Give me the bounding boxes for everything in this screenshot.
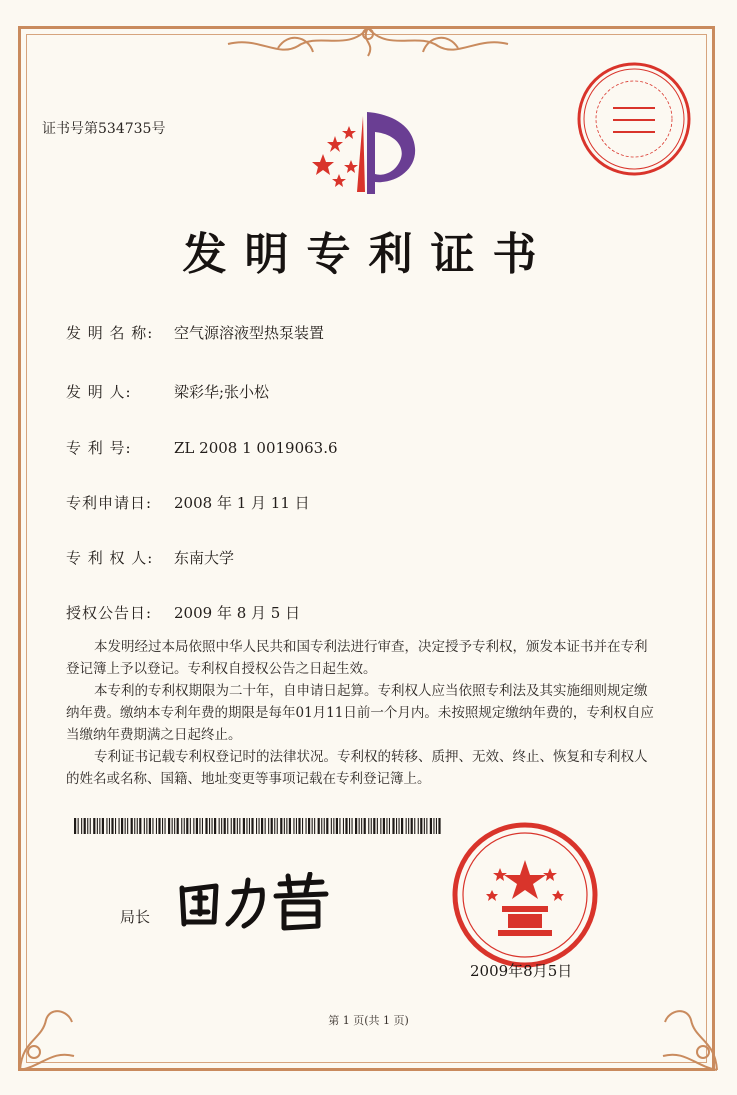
barcode-bar [162,818,163,834]
barcode-bar [355,818,357,834]
field-value: 梁彩华;张小松 [174,383,270,401]
barcode-bar [193,818,194,834]
barcode-bar [331,818,332,834]
barcode-bar [246,818,247,834]
field-label: 发 明 名 称: [66,324,154,342]
barcode-bar [380,818,381,834]
barcode-bar [212,818,213,834]
barcode-bar [343,818,344,834]
field-patentee [66,547,234,568]
barcode-bar [224,818,226,834]
barcode-bar [265,818,266,834]
barcode-bar [184,818,185,834]
barcode-bar [137,818,138,834]
field-label: 专利申请日: [66,494,153,512]
field-grant-date [66,602,300,623]
barcode-bar [318,818,320,834]
barcode-bar [359,818,360,834]
barcode-bar [414,818,415,834]
barcode-bar [158,818,160,834]
barcode-bar [149,818,151,834]
barcode-bar [172,818,173,834]
barcode-bar [349,818,350,834]
barcode-bar [401,818,403,834]
field-patent-number [66,437,338,458]
field-value: 2008 年 1 月 11 日 [174,494,310,512]
barcode-bar [90,818,91,834]
barcode-bar [314,818,315,834]
barcode-bar [115,818,116,834]
barcode-bar [286,818,287,834]
barcode-bar [219,818,220,834]
field-application-date [66,492,310,513]
barcode-bar [111,818,113,834]
tax-stamp-seal [575,60,693,178]
certificate-title: 发明专利证书 [182,229,555,280]
barcode-bar [256,818,257,834]
field-label: 专 利 权 人: [66,549,154,567]
barcode-bar [296,818,297,834]
barcode-bar [336,818,338,834]
official-seal [450,820,600,970]
barcode-bar [186,818,188,834]
barcode-bar [284,818,285,834]
barcode-bar [93,818,95,834]
barcode-bar [321,818,322,834]
barcode-bar [109,818,110,834]
barcode-bar [177,818,179,834]
barcode-bar [420,818,422,834]
barcode-bar [333,818,334,834]
barcode-bar [251,818,253,834]
barcode-bar [298,818,300,834]
barcode-bar [84,818,86,834]
barcode-bar [221,818,222,834]
barcode-bar [87,818,88,834]
barcode-bar [99,818,100,834]
barcode-bar [339,818,340,834]
barcode-bar [271,818,273,834]
barcode-bar [274,818,275,834]
barcode-bar [127,818,128,834]
barcode-bar [97,818,98,834]
barcode-bar [121,818,123,834]
barcode [74,818,444,834]
barcode-bar [102,818,104,834]
barcode-bar [386,818,387,834]
barcode-bar [396,818,397,834]
barcode-bar [368,818,369,834]
barcode-bar [249,818,250,834]
field-value: ZL 2008 1 0019063.6 [174,439,338,457]
barcode-bar [156,818,157,834]
certificate-number: 证书号第534735号 [42,121,166,137]
patent-office-emblem [305,102,425,198]
barcode-bar [389,818,390,834]
barcode-bar [165,818,166,834]
barcode-bar [371,818,372,834]
barcode-bar [426,818,427,834]
barcode-bar [190,818,191,834]
barcode-bar [209,818,210,834]
body-paragraph: 本发明经过本局依照中华人民共和国专利法进行审查，决定授予专利权，颁发本证书并在专利登记簿上予以登记。专利权自授权公告之日起生效。 [66,639,648,677]
barcode-bar [144,818,145,834]
barcode-bar [302,818,303,834]
barcode-bar [377,818,378,834]
barcode-bar [383,818,385,834]
barcode-bar [411,818,413,834]
barcode-bar [408,818,409,834]
barcode-bar [399,818,400,834]
barcode-bar [146,818,147,834]
barcode-bar [326,818,328,834]
field-value: 空气源溶液型热泵装置 [174,324,325,342]
barcode-bar [214,818,216,834]
barcode-bar [205,818,207,834]
barcode-bar [277,818,278,834]
barcode-bar [433,818,434,834]
field-invention-name [66,322,324,343]
field-inventor [66,381,269,402]
barcode-bar [202,818,203,834]
barcode-bar [131,818,133,834]
barcode-bar [289,818,291,834]
barcode-bar [373,818,375,834]
barcode-bar [406,818,407,834]
barcode-bar [199,818,200,834]
barcode-bar [324,818,325,834]
barcode-bar [196,818,198,834]
barcode-bar [364,818,366,834]
barcode-bar [119,818,120,834]
barcode-bar [418,818,419,834]
director-signature [172,872,332,934]
barcode-bar [134,818,135,834]
barcode-bar [438,818,440,834]
barcode-bar [174,818,175,834]
barcode-bar [81,818,82,834]
field-label: 授权公告日: [66,604,153,622]
barcode-bar [424,818,425,834]
barcode-bar [259,818,260,834]
barcode-bar [361,818,362,834]
barcode-bar [78,818,79,834]
barcode-bar [74,818,76,834]
barcode-bar [227,818,228,834]
barcode-bar [231,818,232,834]
barcode-bar [352,818,353,834]
barcode-bar [430,818,432,834]
field-value: 东南大学 [174,549,235,567]
field-label: 发 明 人: [66,383,132,401]
page-number: 第 1 页(共 1 页) [328,1014,409,1027]
barcode-bar [152,818,153,834]
barcode-bar [436,818,437,834]
barcode-bar [312,818,313,834]
barcode-bar [168,818,170,834]
barcode-bar [345,818,347,834]
barcode-bar [308,818,310,834]
barcode-bar [268,818,269,834]
barcode-bar [139,818,141,834]
barcode-bar [280,818,282,834]
field-label: 专 利 号: [66,439,132,457]
barcode-bar [237,818,238,834]
barcode-bar [106,818,107,834]
barcode-bar [261,818,263,834]
issue-date: 2009年8月5日 [470,962,573,980]
barcode-bar [239,818,240,834]
barcode-bar [181,818,182,834]
body-paragraph: 本专利的专利权期限为二十年，自申请日起算。专利权人应当依照专利法及其实施细则规定缴纳年费。缴纳本专利年费的期限是每年01月11日前一个月内。未按照规定缴纳年费的，专利权自应当缴纳年费期满之日起终止。 [66,683,654,743]
field-value: 2009 年 8 月 5 日 [174,604,301,622]
barcode-bar [293,818,294,834]
barcode-bar [243,818,245,834]
barcode-bar [125,818,126,834]
certificate-body [66,636,656,790]
top-ornament [218,22,518,68]
barcode-bar [392,818,394,834]
barcode-bar [233,818,235,834]
body-paragraph: 专利证书记载专利权登记时的法律状况。专利权的转移、质押、无效、终止、恢复和专利权人的姓名或名称、国籍、地址变更等事项记载在专利登记簿上。 [66,749,648,787]
barcode-bar [306,818,307,834]
director-label: 局长 [120,908,151,926]
